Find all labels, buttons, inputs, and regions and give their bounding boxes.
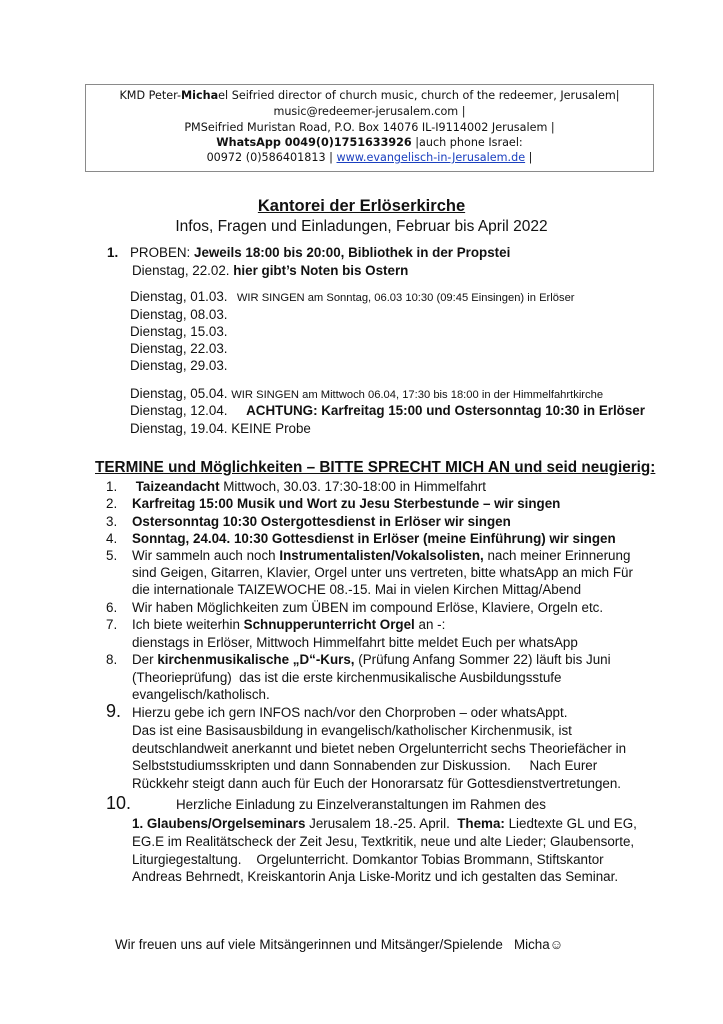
- termine-item: [106, 495, 560, 512]
- item-number: 8.: [106, 652, 118, 667]
- item-5-line-3: die internationale TAIZEWOCHE 08.-15. Mai in vielen Kirchen Mittag/Abend: [132, 582, 582, 597]
- termine-item-7: [106, 616, 445, 633]
- date-row: Dienstag, 22.03.: [130, 341, 228, 356]
- termine-item-6: [106, 599, 603, 616]
- item-10-line-3: EG.E im Realitätscheck der Zeit Jesu, Textkritik, neue und alte Lieder; Glaubensorte,: [132, 834, 635, 849]
- thema-text: Liedtexte GL und EG,: [504, 816, 637, 831]
- page-title: [0, 196, 723, 216]
- item-text: Herzliche Einladung zu Einzelveranstaltungen im Rahmen des: [176, 797, 546, 812]
- item-text: Wir haben Möglichkeiten zum ÜBEN im compound Erlöse, Klaviere, Orgeln etc.: [132, 600, 604, 615]
- item-text: Ich biete weiterhin: [132, 617, 244, 632]
- date-label: Dienstag, 01.03.: [130, 289, 228, 304]
- item-9-line-3: deutschlandweit anerkannt und bietet neben Orgelunterricht sechs Theoriefächer in: [132, 741, 627, 756]
- item-text: Mittwoch, 30.03. 17:30-18:00 in Himmelfahrt: [219, 479, 487, 494]
- whatsapp-number: WhatsApp 0049(0)1751633926: [216, 136, 412, 149]
- item-5-line-2: sind Geigen, Gitarren, Klavier, Orgel unter uns vertreten, bitte whatsApp an mich Für: [132, 565, 633, 580]
- item-8-line-2: (Theorieprüfung) das ist die erste kirchenmusikalische Ausbildungsstufe: [132, 670, 562, 685]
- item-number: 3.: [106, 514, 118, 529]
- notes-info: hier gibt’s Noten bis Ostern: [233, 263, 409, 278]
- date-row: Dienstag, 08.03.: [130, 307, 228, 322]
- item-text: nach meiner Erinnerung: [483, 548, 631, 563]
- contact-whatsapp: [86, 135, 653, 150]
- item-9-line-5: Rückkehr steigt dann auch für Euch der Honorarsatz für Gottesdienstvertretungen.: [132, 776, 622, 791]
- item-text: Der: [132, 652, 158, 667]
- link-separator: |: [525, 151, 533, 164]
- item-text: (Prüfung Anfang Sommer 22) läuft bis Juni: [354, 652, 611, 667]
- item-9-line-4: Selbststudiumsskripten und dann Sonnabenden zur Diskussion. Nach Eurer: [132, 758, 598, 773]
- termine-item: [106, 513, 511, 530]
- contact-phone-line: [86, 150, 653, 165]
- name-suffix: el Seifried director of church music, church of the redeemer, Jerusalem|: [218, 89, 620, 102]
- contact-email: music@redeemer-jerusalem.com |: [273, 105, 466, 118]
- termine-item-5: [106, 547, 630, 564]
- item-10-line-4: Liturgiegestaltung. Orgelunterricht. Domkantor Tobias Brommann, Stiftskantor: [132, 852, 604, 867]
- item-bold: Karfreitag 15:00 Musik und Wort zu Jesu Sterbestunde – wir singen: [132, 496, 561, 511]
- item-bold: Schnupperunterricht Orgel: [243, 617, 415, 632]
- item-bold: kirchenmusikalische „D“-Kurs,: [157, 652, 355, 667]
- termine-item-9: [106, 703, 567, 721]
- proben-time: Jeweils 18:00 bis 20:00, Bibliothek in der Propstei: [194, 245, 511, 260]
- achtung-note: ACHTUNG: Karfreitag 15:00 und Ostersonntag 10:30 in Erlöser: [246, 403, 645, 418]
- name-bold: Micha: [181, 89, 219, 102]
- closing-line: Wir freuen uns auf viele Mitsängerinnen und Mitsänger/Spielende Micha☺: [115, 937, 564, 952]
- item-9-line-2: Das ist eine Basisausbildung in evangelisch/katholischer Kirchenmusik, ist: [132, 723, 572, 738]
- proben-line: [107, 244, 510, 261]
- item-number: 1.: [106, 479, 118, 494]
- page-subtitle: Infos, Fragen und Einladungen, Februar bis April 2022: [175, 218, 548, 235]
- date-label: Dienstag, 05.04.: [130, 386, 232, 401]
- website-link[interactable]: www.evangelisch-in-Jerusalem.de: [336, 151, 526, 164]
- termine-item: [106, 478, 486, 495]
- item-bold: Sonntag, 24.04. 10:30 Gottesdienst in Erlöser (meine Einführung) wir singen: [132, 531, 616, 546]
- item-text: Wir sammeln auch noch: [132, 548, 280, 563]
- phone-label: |auch phone Israel:: [411, 136, 523, 149]
- date-row: Dienstag, 15.03.: [130, 324, 228, 339]
- termine-item: [106, 530, 616, 547]
- item-10-line-2: [132, 815, 637, 832]
- seminar-name: 1. Glaubens/Orgelseminars: [132, 816, 306, 831]
- item-8-line-3: evangelisch/katholisch.: [132, 687, 270, 702]
- item-text: an -:: [414, 617, 446, 632]
- item-number: 10.: [106, 793, 132, 813]
- date-row-1904: Dienstag, 19.04. KEINE Probe: [130, 421, 311, 436]
- page-title-text: Kantorei der Erlöserkirche: [257, 197, 466, 215]
- contact-line-name: [86, 88, 653, 103]
- date-note: WIR SINGEN am Sonntag, 06.03 10:30 (09:45 Einsingen) in Erlöser: [227, 292, 575, 304]
- item-bold: Taizeandacht: [132, 479, 220, 494]
- date-row: [130, 288, 575, 307]
- item-number: 9.: [106, 701, 122, 721]
- date-note: WIR SINGEN am Mittwoch 06.04, 17:30 bis 18:00 in der Himmelfahrtkirche: [231, 389, 604, 401]
- item-bold: Instrumentalisten/Vokalsolisten,: [279, 548, 484, 563]
- item-number: 2.: [106, 496, 118, 511]
- item-10-line-5: Andreas Behrnedt, Kreiskantorin Anja Liske-Moritz und ich gestalten das Seminar.: [132, 869, 619, 884]
- termine-heading: TERMINE und Möglichkeiten – BITTE SPRECHT MICH AN und seid neugierig:: [95, 459, 656, 476]
- date-2202: Dienstag, 22.02.: [132, 263, 234, 278]
- date-row: Dienstag, 29.03.: [130, 358, 228, 373]
- contact-address: PMSeifried Muristan Road, P.O. Box 14076 IL-I9114002 Jerusalem |: [184, 121, 555, 134]
- item-number: 4.: [106, 531, 118, 546]
- item-number: 6.: [106, 600, 118, 615]
- date-row-1204: [130, 402, 645, 419]
- seminar-dates: Jerusalem 18.-25. April.: [305, 816, 458, 831]
- item-number: 7.: [106, 617, 118, 632]
- date-label: Dienstag, 12.04.: [130, 403, 247, 418]
- proben-notes-line: [132, 262, 408, 279]
- item-7-line-2: dienstags in Erlöser, Mittwoch Himmelfahrt bitte meldet Euch per whatsApp: [132, 635, 578, 650]
- proben-number: 1.: [107, 245, 119, 260]
- item-text: Hierzu gebe ich gern INFOS nach/vor den Chorproben – oder whatsAppt.: [132, 705, 568, 720]
- termine-item-8: [106, 651, 611, 668]
- name-prefix: KMD Peter-: [119, 89, 182, 102]
- contact-box: [85, 84, 654, 172]
- thema-label: Thema:: [457, 816, 505, 831]
- termine-item-10: [106, 795, 546, 813]
- item-number: 5.: [106, 548, 118, 563]
- proben-label: PROBEN:: [130, 245, 194, 260]
- item-bold: Ostersonntag 10:30 Ostergottesdienst in Erlöser wir singen: [132, 514, 511, 529]
- phone-israel: 00972 (0)586401813 |: [206, 151, 337, 164]
